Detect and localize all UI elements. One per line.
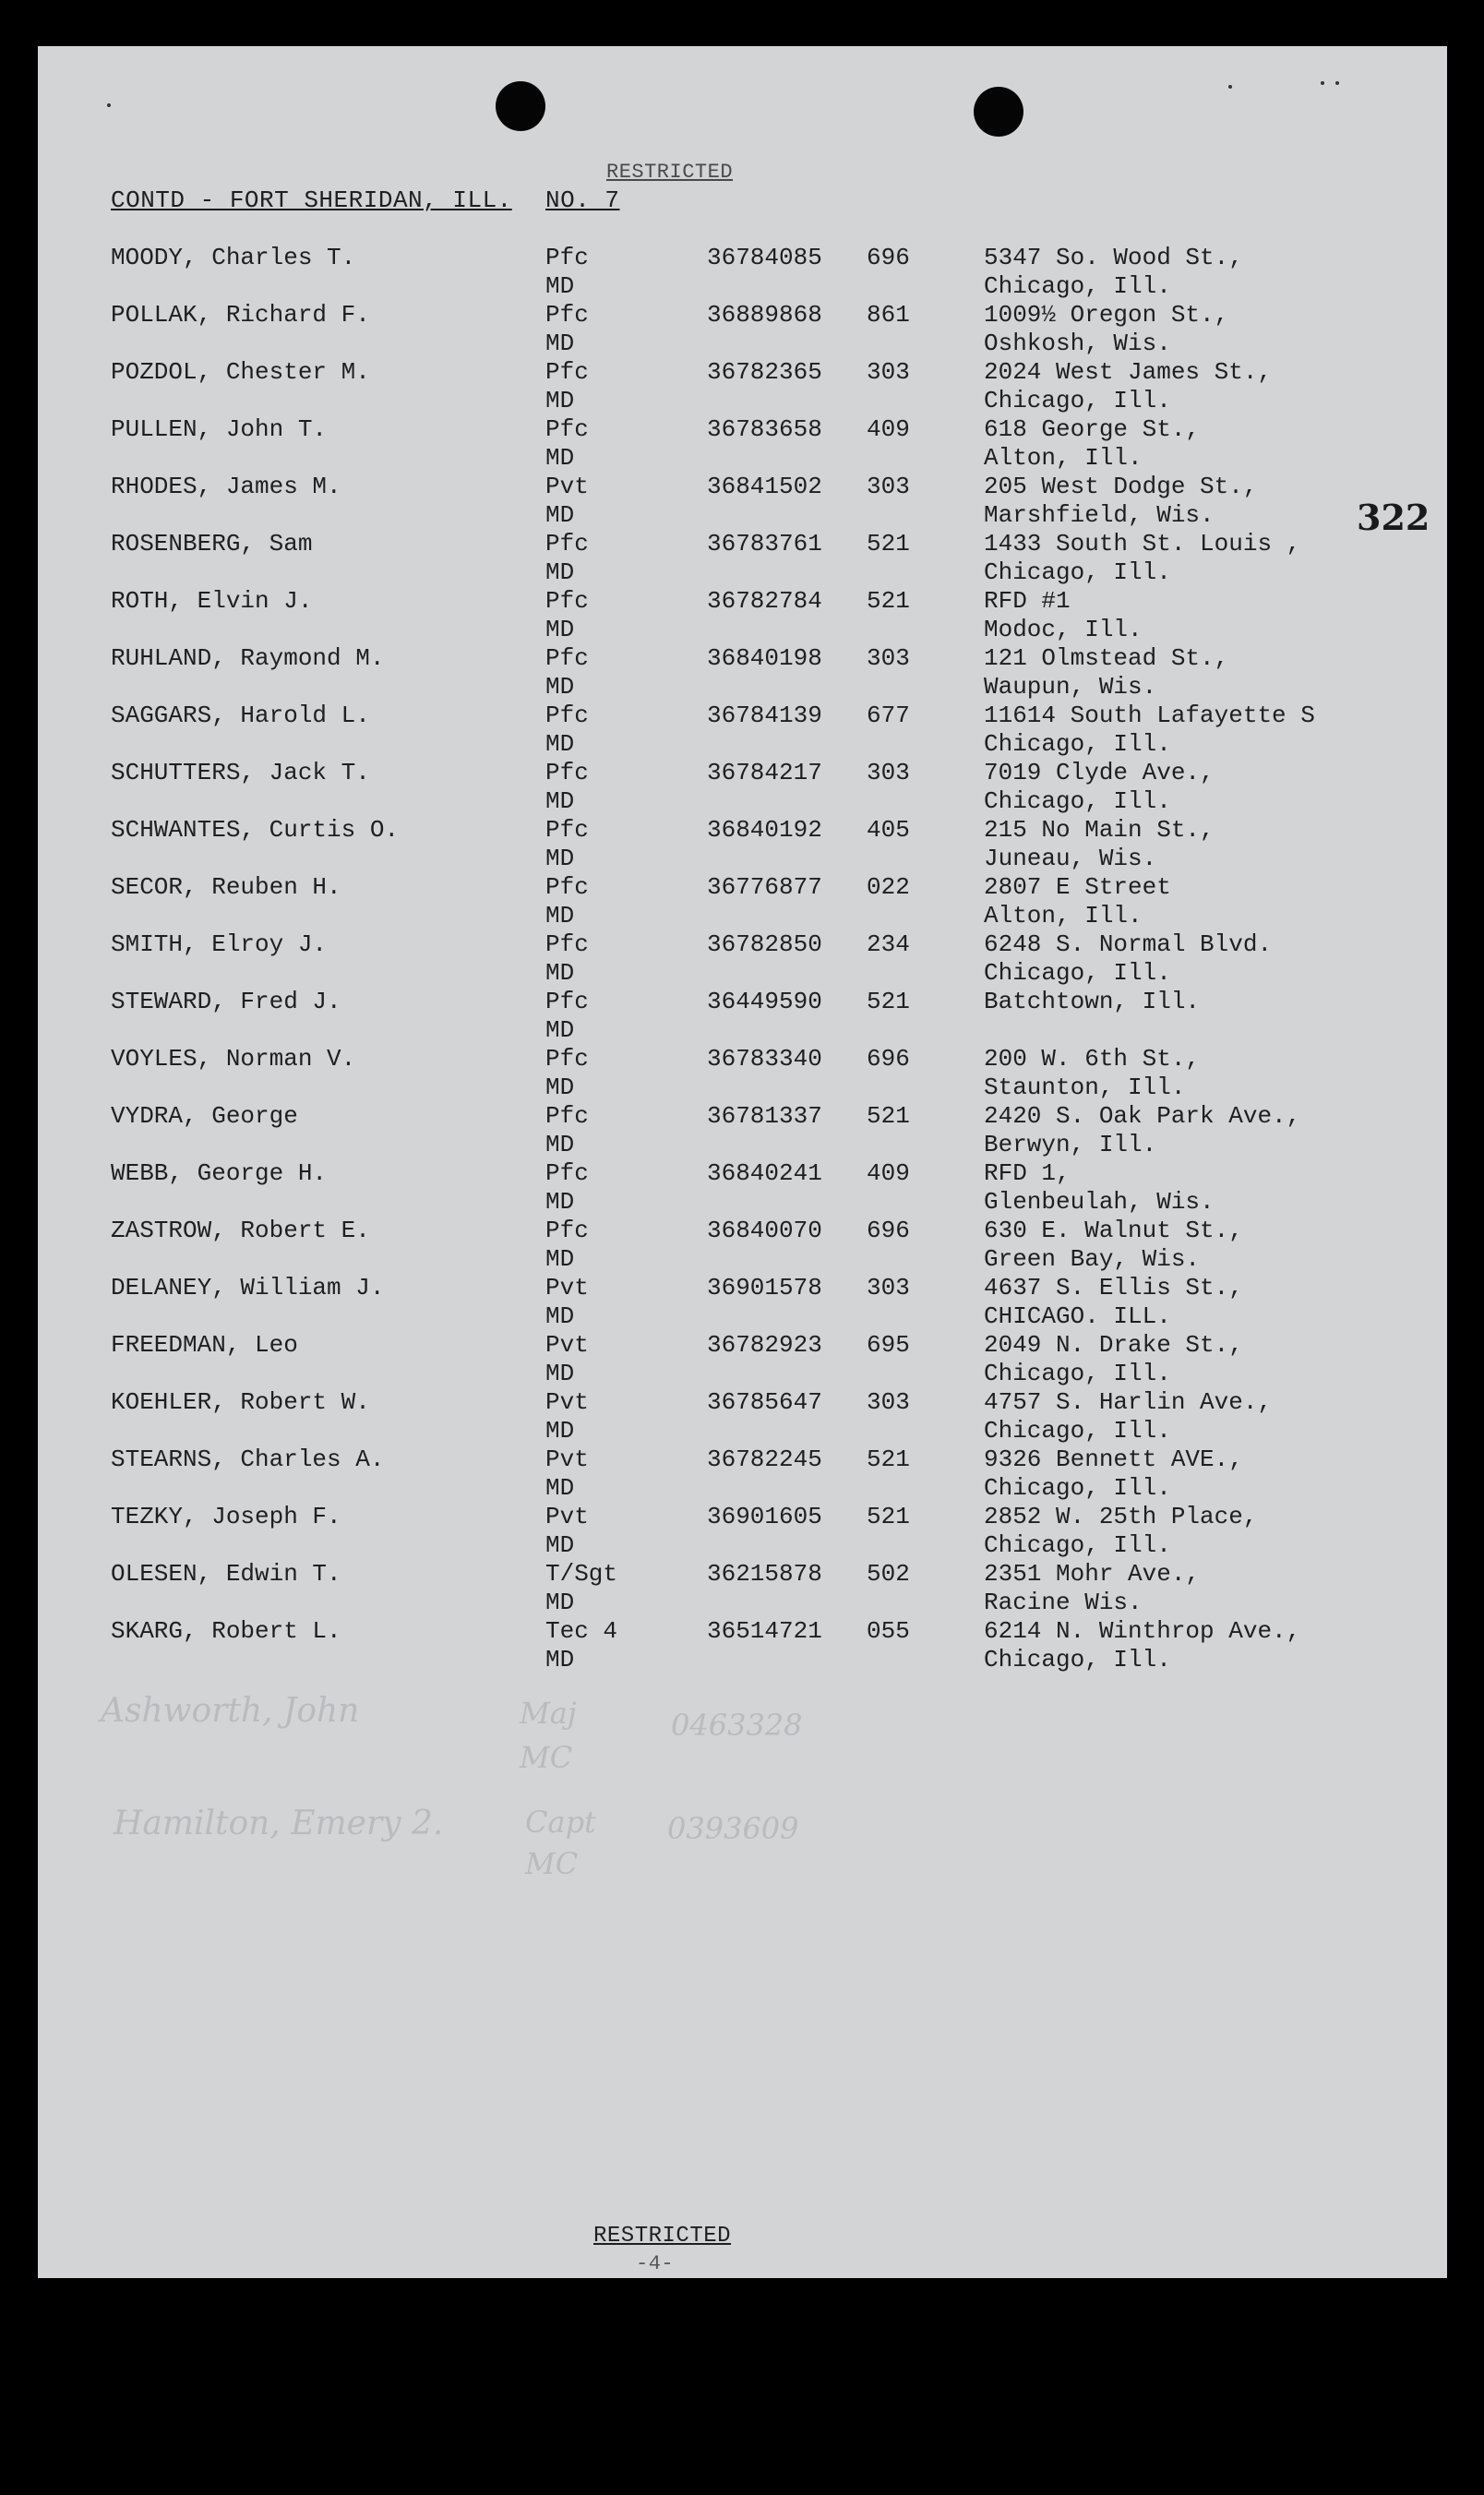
record-rank: T/Sgt bbox=[545, 1560, 618, 1588]
record-address-line1: 7019 Clyde Ave., bbox=[984, 759, 1215, 786]
record-address-line2: Chicago, Ill. bbox=[984, 272, 1171, 300]
record-name: SMITH, Elroy J. bbox=[111, 930, 328, 958]
record-code: 502 bbox=[867, 1560, 910, 1588]
record-code: 405 bbox=[867, 816, 910, 844]
handwritten-name: Hamilton, Emery 2. bbox=[114, 1805, 444, 1842]
record-rank: Pvt bbox=[545, 1331, 589, 1359]
record-name: FREEDMAN, Leo bbox=[111, 1331, 298, 1359]
record-row bbox=[38, 1445, 1447, 1503]
handwritten-unit: MC bbox=[520, 1740, 573, 1775]
record-address-line1: 200 W. 6th St., bbox=[984, 1045, 1201, 1073]
record-address-line2: Berwyn, Ill. bbox=[984, 1131, 1157, 1158]
record-serial: 36783761 bbox=[707, 530, 822, 558]
record-address-line1: 215 No Main St., bbox=[984, 816, 1215, 844]
record-address-line2: Modoc, Ill. bbox=[984, 616, 1143, 643]
record-code: 521 bbox=[867, 1102, 910, 1130]
record-address-line2: Waupun, Wis. bbox=[984, 673, 1157, 701]
record-rank: Pfc bbox=[545, 244, 589, 271]
record-name: STEARNS, Charles A. bbox=[111, 1445, 385, 1473]
record-address-line2: Racine Wis. bbox=[984, 1589, 1143, 1616]
record-name: WEBB, George H. bbox=[111, 1159, 328, 1187]
record-row bbox=[38, 530, 1447, 587]
record-rank: Pfc bbox=[545, 587, 589, 615]
record-code: 695 bbox=[867, 1331, 910, 1359]
record-address-line2: Chicago, Ill. bbox=[984, 558, 1171, 586]
record-serial: 36783340 bbox=[707, 1045, 822, 1073]
record-code: 234 bbox=[867, 930, 910, 958]
record-unit: MD bbox=[545, 1302, 575, 1330]
record-name: VYDRA, George bbox=[111, 1102, 298, 1130]
record-code: 303 bbox=[867, 473, 910, 500]
record-code: 861 bbox=[867, 301, 910, 329]
speck bbox=[1335, 81, 1339, 85]
record-name: RUHLAND, Raymond M. bbox=[111, 644, 385, 672]
record-rank: Pfc bbox=[545, 301, 589, 329]
page-footer-number: -4- bbox=[636, 2252, 675, 2275]
record-unit: MD bbox=[545, 444, 575, 472]
record-address-line1: 121 Olmstead St., bbox=[984, 644, 1229, 672]
record-row bbox=[38, 1274, 1447, 1331]
page-number-label: NO. 7 bbox=[545, 186, 620, 214]
record-serial: 36781337 bbox=[707, 1102, 822, 1130]
record-address-line1: 630 E. Walnut St., bbox=[984, 1217, 1243, 1244]
speck bbox=[1321, 81, 1324, 85]
record-serial: 36782365 bbox=[707, 358, 822, 386]
record-serial: 36782245 bbox=[707, 1445, 822, 1473]
record-code: 055 bbox=[867, 1617, 910, 1645]
handwritten-unit: MC bbox=[525, 1846, 579, 1881]
record-serial: 36785647 bbox=[707, 1388, 822, 1416]
record-rank: Pfc bbox=[545, 873, 589, 901]
record-row bbox=[38, 988, 1447, 1045]
punch-hole-left bbox=[496, 81, 545, 131]
record-serial: 36840198 bbox=[707, 644, 822, 672]
record-row bbox=[38, 702, 1447, 759]
page-title: CONTD - FORT SHERIDAN, ILL. bbox=[111, 186, 512, 214]
record-serial: 36840070 bbox=[707, 1217, 822, 1244]
record-name: SCHUTTERS, Jack T. bbox=[111, 759, 370, 786]
record-rank: Pfc bbox=[545, 530, 589, 558]
record-serial: 36782923 bbox=[707, 1331, 822, 1359]
record-rank: Pfc bbox=[545, 644, 589, 672]
record-row bbox=[38, 473, 1447, 530]
record-code: 409 bbox=[867, 415, 910, 443]
record-address-line1: RFD 1, bbox=[984, 1159, 1071, 1187]
record-unit: MD bbox=[545, 1531, 575, 1559]
record-code: 409 bbox=[867, 1159, 910, 1187]
record-unit: MD bbox=[545, 1245, 575, 1273]
record-rank: Tec 4 bbox=[545, 1617, 618, 1645]
record-address-line1: 2807 E Street bbox=[984, 873, 1171, 901]
record-serial: 36889868 bbox=[707, 301, 822, 329]
record-address-line1: 6248 S. Normal Blvd. bbox=[984, 930, 1273, 958]
record-rank: Pfc bbox=[545, 415, 589, 443]
record-row bbox=[38, 358, 1447, 415]
record-code: 303 bbox=[867, 644, 910, 672]
record-address-line2: Chicago, Ill. bbox=[984, 1474, 1171, 1502]
record-unit: MD bbox=[545, 1589, 575, 1616]
record-serial: 36783658 bbox=[707, 415, 822, 443]
record-code: 303 bbox=[867, 759, 910, 786]
record-address-line2: Chicago, Ill. bbox=[984, 1531, 1171, 1559]
record-rank: Pfc bbox=[545, 1159, 589, 1187]
record-row bbox=[38, 301, 1447, 358]
record-code: 696 bbox=[867, 1045, 910, 1073]
record-code: 303 bbox=[867, 358, 910, 386]
record-address-line1: RFD #1 bbox=[984, 587, 1071, 615]
record-rank: Pfc bbox=[545, 988, 589, 1015]
record-address-line2: Chicago, Ill. bbox=[984, 1646, 1171, 1673]
record-serial: 36782784 bbox=[707, 587, 822, 615]
record-address-line2: Staunton, Ill. bbox=[984, 1074, 1186, 1101]
record-name: SECOR, Reuben H. bbox=[111, 873, 341, 901]
record-name: MOODY, Charles T. bbox=[111, 244, 356, 271]
record-unit: MD bbox=[545, 1646, 575, 1673]
record-address-line1: 4757 S. Harlin Ave., bbox=[984, 1388, 1273, 1416]
record-code: 521 bbox=[867, 1503, 910, 1530]
record-rank: Pvt bbox=[545, 1388, 589, 1416]
record-row bbox=[38, 1388, 1447, 1445]
record-code: 303 bbox=[867, 1388, 910, 1416]
record-serial: 36784217 bbox=[707, 759, 822, 786]
record-code: 521 bbox=[867, 587, 910, 615]
record-row bbox=[38, 1617, 1447, 1674]
record-name: KOEHLER, Robert W. bbox=[111, 1388, 370, 1416]
record-row bbox=[38, 244, 1447, 301]
record-address-line2: Glenbeulah, Wis. bbox=[984, 1188, 1215, 1216]
record-unit: MD bbox=[545, 558, 575, 586]
record-address-line2: Chicago, Ill. bbox=[984, 959, 1171, 987]
record-address-line2: Chicago, Ill. bbox=[984, 730, 1171, 758]
record-row bbox=[38, 759, 1447, 816]
record-name: VOYLES, Norman V. bbox=[111, 1045, 356, 1073]
punch-hole-right bbox=[974, 87, 1023, 137]
record-row bbox=[38, 587, 1447, 644]
record-address-line1: 1433 South St. Louis , bbox=[984, 530, 1301, 558]
record-unit: MD bbox=[545, 1474, 575, 1502]
record-unit: MD bbox=[545, 902, 575, 930]
record-serial: 36784139 bbox=[707, 702, 822, 729]
record-rank: Pfc bbox=[545, 930, 589, 958]
record-unit: MD bbox=[545, 1131, 575, 1158]
record-row bbox=[38, 644, 1447, 702]
record-name: TEZKY, Joseph F. bbox=[111, 1503, 341, 1530]
handwritten-name: Ashworth, John bbox=[101, 1692, 360, 1730]
record-rank: Pvt bbox=[545, 1445, 589, 1473]
record-code: 022 bbox=[867, 873, 910, 901]
record-address-line1: 9326 Bennett AVE., bbox=[984, 1445, 1243, 1473]
record-serial: 36776877 bbox=[707, 873, 822, 901]
record-address-line1: 1009½ Oregon St., bbox=[984, 301, 1229, 329]
record-serial: 36514721 bbox=[707, 1617, 822, 1645]
record-unit: MD bbox=[545, 673, 575, 701]
record-address-line1: 2420 S. Oak Park Ave., bbox=[984, 1102, 1301, 1130]
record-name: SKARG, Robert L. bbox=[111, 1617, 341, 1645]
record-address-line2: Alton, Ill. bbox=[984, 902, 1143, 930]
record-code: 521 bbox=[867, 530, 910, 558]
handwritten-rank: Maj bbox=[520, 1696, 577, 1731]
record-name: PULLEN, John T. bbox=[111, 415, 328, 443]
record-rank: Pfc bbox=[545, 816, 589, 844]
record-unit: MD bbox=[545, 730, 575, 758]
record-code: 521 bbox=[867, 1445, 910, 1473]
record-name: SCHWANTES, Curtis O. bbox=[111, 816, 400, 844]
speck bbox=[1228, 85, 1232, 89]
record-name: DELANEY, William J. bbox=[111, 1274, 385, 1301]
handwritten-serial: 0463328 bbox=[671, 1708, 803, 1743]
record-unit: MD bbox=[545, 330, 575, 357]
record-rank: Pfc bbox=[545, 702, 589, 729]
record-serial: 36901578 bbox=[707, 1274, 822, 1301]
record-code: 696 bbox=[867, 1217, 910, 1244]
record-row bbox=[38, 1331, 1447, 1388]
document-page bbox=[38, 46, 1447, 2278]
record-row bbox=[38, 1217, 1447, 1274]
record-unit: MD bbox=[545, 1360, 575, 1387]
record-rank: Pfc bbox=[545, 358, 589, 386]
record-unit: MD bbox=[545, 845, 575, 872]
record-address-line2: Alton, Ill. bbox=[984, 444, 1143, 472]
record-name: SAGGARS, Harold L. bbox=[111, 702, 370, 729]
record-address-line2: Chicago, Ill. bbox=[984, 787, 1171, 815]
record-serial: 36449590 bbox=[707, 988, 822, 1015]
record-address-line1: 205 West Dodge St., bbox=[984, 473, 1258, 500]
record-unit: MD bbox=[545, 272, 575, 300]
record-rank: Pvt bbox=[545, 1274, 589, 1301]
record-name: STEWARD, Fred J. bbox=[111, 988, 341, 1015]
record-rank: Pfc bbox=[545, 1102, 589, 1130]
record-address-line2: Green Bay, Wis. bbox=[984, 1245, 1201, 1273]
record-row bbox=[38, 873, 1447, 930]
record-address-line1: Batchtown, Ill. bbox=[984, 988, 1201, 1015]
record-address-line2: Oshkosh, Wis. bbox=[984, 330, 1171, 357]
record-address-line1: 2351 Mohr Ave., bbox=[984, 1560, 1201, 1588]
record-name: RHODES, James M. bbox=[111, 473, 341, 500]
record-code: 696 bbox=[867, 244, 910, 271]
record-address-line2: Juneau, Wis. bbox=[984, 845, 1157, 872]
record-address-line2: Marshfield, Wis. bbox=[984, 501, 1215, 529]
record-row bbox=[38, 930, 1447, 988]
page-stamp: 322 bbox=[1357, 497, 1430, 538]
record-rank: Pvt bbox=[545, 473, 589, 500]
restricted-stamp-bottom: RESTRICTED bbox=[593, 2224, 732, 2249]
record-row bbox=[38, 816, 1447, 873]
record-serial: 36784085 bbox=[707, 244, 822, 271]
record-rank: Pfc bbox=[545, 759, 589, 786]
record-serial: 36840241 bbox=[707, 1159, 822, 1187]
record-code: 677 bbox=[867, 702, 910, 729]
record-rank: Pfc bbox=[545, 1045, 589, 1073]
record-code: 303 bbox=[867, 1274, 910, 1301]
record-rank: Pfc bbox=[545, 1217, 589, 1244]
record-serial: 36841502 bbox=[707, 473, 822, 500]
record-serial: 36215878 bbox=[707, 1560, 822, 1588]
record-unit: MD bbox=[545, 1188, 575, 1216]
record-address-line2: Chicago, Ill. bbox=[984, 1360, 1171, 1387]
record-unit: MD bbox=[545, 387, 575, 414]
record-address-line1: 618 George St., bbox=[984, 415, 1201, 443]
record-row bbox=[38, 1045, 1447, 1102]
record-address-line1: 2852 W. 25th Place, bbox=[984, 1503, 1258, 1530]
record-name: ROTH, Elvin J. bbox=[111, 587, 313, 615]
record-address-line1: 6214 N. Winthrop Ave., bbox=[984, 1617, 1301, 1645]
record-code: 521 bbox=[867, 988, 910, 1015]
record-address-line1: 11614 South Lafayette S bbox=[984, 702, 1315, 729]
record-name: ZASTROW, Robert E. bbox=[111, 1217, 370, 1244]
speck bbox=[107, 103, 111, 107]
record-name: POLLAK, Richard F. bbox=[111, 301, 370, 329]
record-serial: 36840192 bbox=[707, 816, 822, 844]
record-unit: MD bbox=[545, 1016, 575, 1044]
record-row bbox=[38, 1159, 1447, 1217]
record-name: OLESEN, Edwin T. bbox=[111, 1560, 341, 1588]
restricted-stamp-top: RESTRICTED bbox=[606, 161, 734, 184]
record-unit: MD bbox=[545, 1417, 575, 1445]
record-row bbox=[38, 1560, 1447, 1617]
record-address-line2: CHICAGO. ILL. bbox=[984, 1302, 1171, 1330]
record-serial: 36901605 bbox=[707, 1503, 822, 1530]
handwritten-serial: 0393609 bbox=[667, 1811, 799, 1846]
record-unit: MD bbox=[545, 1074, 575, 1101]
record-row bbox=[38, 1503, 1447, 1560]
record-address-line1: 5347 So. Wood St., bbox=[984, 244, 1243, 271]
record-address-line2: Chicago, Ill. bbox=[984, 1417, 1171, 1445]
record-unit: MD bbox=[545, 616, 575, 643]
record-unit: MD bbox=[545, 787, 575, 815]
record-name: POZDOL, Chester M. bbox=[111, 358, 370, 386]
record-address-line2: Chicago, Ill. bbox=[984, 387, 1171, 414]
record-row bbox=[38, 415, 1447, 473]
record-name: ROSENBERG, Sam bbox=[111, 530, 313, 558]
record-address-line1: 4637 S. Ellis St., bbox=[984, 1274, 1243, 1301]
record-rank: Pvt bbox=[545, 1503, 589, 1530]
record-row bbox=[38, 1102, 1447, 1159]
record-unit: MD bbox=[545, 501, 575, 529]
record-serial: 36782850 bbox=[707, 930, 822, 958]
handwritten-rank: Capt bbox=[525, 1805, 596, 1840]
record-unit: MD bbox=[545, 959, 575, 987]
record-address-line1: 2049 N. Drake St., bbox=[984, 1331, 1243, 1359]
record-address-line1: 2024 West James St., bbox=[984, 358, 1273, 386]
